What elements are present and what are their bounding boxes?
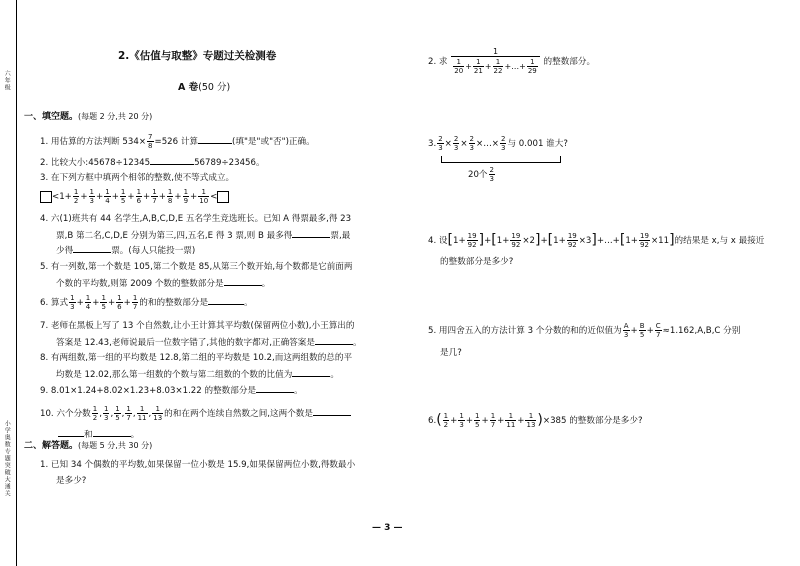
text-segment: 的和的整数部分是 [139,298,209,308]
denominator: 13 [153,414,163,422]
text-segment: (50 分) [198,82,231,93]
text-segment: (每题 2 分,共 20 分) [78,112,153,121]
text-segment: 的整数部分。 [543,57,596,67]
page-number: — 3 — [372,523,403,533]
numerator: 1 [132,294,138,302]
numerator: 1 [126,405,131,413]
question-1 [40,133,315,150]
fraction [114,405,120,422]
text-segment: + [123,298,131,308]
text-segment: 6. 算式 [40,298,69,308]
fraction [69,294,75,311]
text-segment: 的和在两个连续自然数之间,这两个数是 [164,409,313,419]
fraction [167,188,173,205]
numerator: 1 [453,58,464,67]
denominator: 3 [103,414,109,422]
denominator: 5 [120,197,126,205]
question-4-line1: 4. 六(1)班共有 44 名学生,A,B,C,D,E 五名学生竞选班长。已知 A 得票最多,得 23 [40,214,352,224]
text-segment: 1. 用估算的方法判断 534× [40,137,147,147]
text-segment: <1+ [52,192,72,202]
solve-question-3 [428,135,568,152]
denominator: 11 [506,421,516,429]
text-segment: + [107,298,116,308]
question-9 [40,384,303,396]
numerator: 2 [501,135,506,143]
text-segment: + [465,62,472,71]
bracket: [ [619,232,626,249]
denominator: 3 [469,144,475,152]
fraction [493,58,504,75]
denominator: 7 [132,303,138,311]
text-segment: =526 计算 [154,137,199,147]
text-segment: , [121,409,125,419]
answer-blank [315,336,353,345]
text-segment: + [96,192,104,202]
fraction [85,294,91,311]
fraction [527,58,538,75]
answer-blank [208,296,244,305]
question-3-inequality [40,188,229,205]
question-2 [40,156,265,168]
fraction [120,188,126,205]
text-segment: + [76,298,84,308]
fraction [655,322,662,339]
denominator: 29 [527,67,537,75]
fraction [147,133,153,150]
denominator: 7 [126,414,131,422]
question-3: 3. 在下列方框中填两个相邻的整数,使不等式成立。 [40,173,235,183]
text-segment: ×2 [522,236,535,246]
numerator: 2 [489,166,494,174]
fraction [500,135,506,152]
numerator: 2 [453,135,459,143]
text-segment: 。 [352,338,362,348]
denominator: 6 [117,303,122,311]
text-segment: 9. 8.01×1.24+8.02×1.23+8.03×1.22 的整数部分是 [40,386,257,396]
denominator: 5 [475,421,480,429]
text-segment: 4. 设 [428,236,448,246]
numerator: 1 [120,188,126,196]
question-10 [40,405,351,422]
text-segment: ×11 [650,236,670,246]
fraction [469,135,475,152]
numerator: 1 [198,188,209,197]
page-title: 2.《估值与取整》专题过关检测卷 [118,50,277,62]
answer-blank [58,428,84,437]
numerator: C [655,322,661,330]
text-segment: 6. [428,416,437,426]
text-segment: + [484,236,492,246]
text-segment: 少得 [56,246,74,256]
text-segment: (填"是"或"否")正确。 [232,137,315,147]
denominator: 92 [640,241,649,249]
fraction [490,412,496,429]
numerator: A [623,322,629,330]
numerator: 19 [567,232,577,240]
question-10-line2 [58,428,139,440]
numerator: 19 [511,232,521,240]
denominator: 92 [467,241,477,249]
numerator: 1 [505,412,516,421]
fraction [92,405,98,422]
numerator: 1 [493,58,504,67]
text-segment: 票,最 [330,231,351,241]
text-segment: 答案是 12.43,老师说最后一位数字错了,其他的数字都对,正确答案是 [56,338,315,348]
denominator: 3 [489,175,494,183]
denominator: 13 [526,421,536,429]
fraction [473,58,484,75]
denominator: 7 [655,331,661,339]
series-label: 小学奥数专题突破大通关 [3,420,11,497]
numerator: 1 [525,412,536,421]
fraction [467,232,478,249]
text-segment: × [460,139,468,149]
text-segment: , [99,409,102,419]
fraction [116,294,122,311]
text-segment: ×3 [578,236,592,246]
text-segment: ×…× [476,139,500,149]
numerator: 1 [152,405,163,414]
text-segment: + [630,326,638,336]
grade-label: 六年级 [3,70,11,91]
numerator: 1 [473,58,484,67]
denominator: 7 [152,197,157,205]
bracket: ] [669,232,675,249]
fraction [198,188,209,205]
text-segment: + [484,62,492,71]
numerator: 1 [475,412,480,420]
text-segment: 的结果是 x,与 x 最接近 [674,236,765,246]
text-segment: + [174,192,182,202]
fraction [639,322,646,339]
denominator: 22 [493,67,503,75]
text-segment: + [497,416,505,426]
solve-question-1-line1: 1. 已知 34 个偶数的平均数,如果保留一位小数是 15.9,如果保留两位小数,得数最小 [40,460,356,470]
fraction [151,188,157,205]
fraction [437,135,443,152]
denominator: 10 [199,197,209,205]
fraction [152,405,163,422]
text-segment: 20个 [468,170,488,180]
numerator: 1 [73,188,79,196]
fraction [89,188,95,205]
denominator: 3 [623,331,629,339]
numerator: 1 [167,188,173,196]
text-segment: + [80,192,88,202]
text-segment: 二、解答题。 [24,441,79,451]
denominator: 7 [490,421,496,429]
question-6 [40,294,253,311]
denominator: 3 [438,144,443,152]
denominator: 2 [92,414,98,422]
text-segment: 56789÷23456。 [194,158,265,168]
denominator: 5 [115,414,120,422]
underbrace-label [468,166,496,183]
text-segment: +…+ [596,236,620,246]
solve-question-4-line2: 的整数部分是多少? [440,257,514,267]
fraction [125,405,131,422]
denominator: 2 [73,197,79,205]
denominator: 21 [473,67,483,75]
fraction [525,412,536,429]
fraction [453,58,464,75]
text-segment: 个数的平均数,则第 2009 个数的整数部分是 [56,279,224,289]
question-7-line1: 7. 老师在黑板上写了 13 个自然数,让小王计算其平均数(保留两位小数),小王算出的 [40,321,355,331]
denominator: 6 [136,197,142,205]
text-segment: 。 [244,298,253,308]
fraction [474,412,480,429]
question-4-line3 [56,244,195,256]
bracket: ( [436,412,442,429]
denominator: 11 [137,414,147,422]
text-segment: 票。(每人只能投一票) [111,246,196,256]
text-segment: 5. 用四舍五入的方法计算 3 个分数的和的近似值为 [428,326,622,336]
solve-question-1-line2: 是多少? [56,476,87,486]
numerator: 1 [459,412,464,420]
fraction [183,188,189,205]
text-segment: 1+ [553,236,566,246]
denominator [451,57,540,75]
bracket: ) [537,412,543,429]
text-segment: , [110,409,114,419]
numerator: 1 [89,188,95,196]
numerator: 1 [490,412,496,420]
answer-box [40,191,52,203]
text-segment: 。 [261,279,271,289]
numerator: 1 [101,294,106,302]
answer-blank [224,277,262,286]
text-segment: 一、填空题。 [24,112,79,122]
answer-blank [292,368,330,377]
text-segment: 。 [330,370,339,380]
fraction [103,405,109,422]
text-segment: 和 [84,430,93,440]
text-segment: 均数是 12.02,那么第一组数的个数与第二组数的个数的比值为 [56,370,293,380]
denominator: 3 [501,144,506,152]
text-segment: × [444,139,452,149]
text-segment: + [465,416,474,426]
answer-blank [292,229,330,238]
question-5-line1: 5. 有一列数,第一个数是 105,第二个数是 85,从第三个数开始,每个数都是它前面两 [40,262,353,272]
text-segment: (每题 5 分,共 30 分) [78,441,153,450]
question-7-line2 [56,336,362,348]
fraction [453,135,459,152]
text-segment: + [127,192,135,202]
answer-blank [256,384,294,393]
section-fill-blank-heading [24,112,152,123]
bracket: [ [491,232,497,249]
fraction [505,412,516,429]
fraction [136,188,142,205]
fraction [510,232,521,249]
denominator: 92 [567,241,577,249]
numerator: 19 [467,232,477,240]
fraction [137,405,148,422]
fraction [104,188,110,205]
answer-blank [73,244,111,253]
denominator: 5 [101,303,106,311]
text-segment: 。 [294,386,303,396]
text-segment: +…+ [504,62,526,71]
text-segment: + [450,416,458,426]
numerator: 1 [136,188,142,196]
answer-blank [93,428,131,437]
fraction [451,48,540,75]
denominator: 3 [459,421,464,429]
numerator: 1 [152,188,157,196]
text-segment: ≈1.162,A,B,C 分别 [662,326,741,336]
denominator: 8 [148,142,153,150]
numerator: 2 [438,135,443,143]
bracket: [ [447,232,453,249]
text-segment: 2. 求 [428,57,448,67]
fraction [623,322,630,339]
fraction [567,232,578,249]
text-segment: , [132,409,136,419]
denominator: 2 [443,421,449,429]
question-5-line2 [56,277,270,289]
fraction [100,294,106,311]
answer-blank [150,156,194,165]
answer-box [217,191,229,203]
text-segment: 10. 六个分数 [40,409,91,419]
solve-question-4 [428,232,764,249]
numerator: 7 [148,133,153,141]
numerator: 2 [469,135,475,143]
solve-question-6 [428,412,643,429]
answer-blank [198,135,232,144]
solve-question-5 [428,322,740,339]
solve-question-5-line2: 是几? [440,348,462,358]
text-segment: 票,B 第二名,C,D,E 分别为第三,四,五名,E 得 3 票,则 B 最多得 [56,231,293,241]
text-segment: + [481,416,489,426]
text-segment: 1+ [453,236,466,246]
numerator: 1 [103,405,109,413]
text-segment: + [517,416,525,426]
numerator: 1 [70,294,75,302]
numerator: 19 [640,232,649,240]
denominator: 4 [105,197,110,205]
text-segment: 与 0.001 谁大? [507,139,568,149]
underbrace [441,156,561,163]
text-segment: + [111,192,119,202]
numerator: 1 [527,58,538,67]
denominator: 92 [511,241,521,249]
denominator: 8 [167,197,173,205]
section-solve-heading [24,441,152,452]
numerator: 1 [451,48,540,57]
text-segment: + [158,192,166,202]
fraction [132,294,138,311]
bracket: ] [591,232,597,249]
text-segment: 1+ [496,236,510,246]
fraction [443,412,449,429]
numerator: 1 [105,188,110,196]
denominator: 3 [89,197,95,205]
text-segment: 1+ [625,236,639,246]
text-segment: 3. [428,139,437,149]
text-segment: + [92,298,100,308]
text-segment: 。 [130,430,140,440]
fraction [639,232,650,249]
numerator: 1 [443,412,449,420]
text-segment: + [646,326,654,336]
fraction [489,166,495,183]
text-segment: 2. 比较大小:45678÷12345 [40,158,151,168]
numerator: 1 [117,294,122,302]
answer-blank [313,407,351,416]
numerator: 1 [85,294,91,302]
bracket: ] [478,232,485,249]
fraction [458,412,464,429]
denominator: 3 [453,144,459,152]
numerator: B [639,322,645,330]
denominator: 9 [183,197,189,205]
text-segment: ×385 的整数部分是多少? [542,416,643,426]
bracket: ] [535,232,541,249]
text-segment: < [210,192,218,202]
solve-question-2 [428,48,595,75]
question-4-line2 [56,229,350,241]
question-8-line1: 8. 有两组数,第一组的平均数是 12.8,第二组的平均数是 10.2,而这两组数的总的平 [40,353,353,363]
text-segment: , [148,409,152,419]
text-segment: + [540,236,548,246]
denominator: 5 [639,331,645,339]
fraction [73,188,79,205]
bracket: [ [547,232,554,249]
denominator: 3 [70,303,75,311]
text-segment: A 卷 [178,82,199,93]
numerator: 1 [183,188,189,196]
text-segment: + [190,192,198,202]
denominator: 20 [454,67,464,75]
paper-subtitle [178,82,230,93]
text-segment: + [143,192,151,202]
binding-margin-line [16,0,17,566]
denominator: 4 [85,303,91,311]
numerator: 1 [115,405,120,413]
question-8-line2 [56,368,339,380]
numerator: 1 [92,405,98,413]
numerator: 1 [137,405,148,414]
